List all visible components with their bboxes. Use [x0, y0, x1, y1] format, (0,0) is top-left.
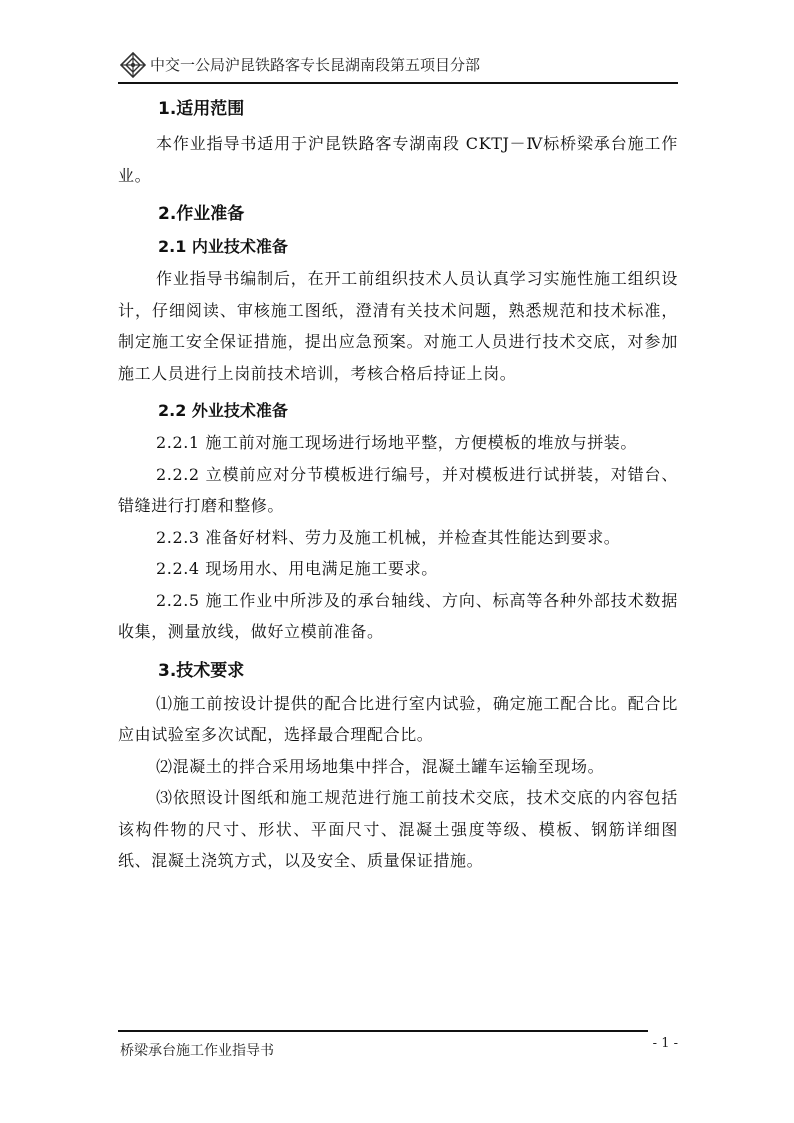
- company-logo-icon: [120, 52, 146, 78]
- footer-doc-title: 桥梁承台施工作业指导书: [120, 1043, 274, 1059]
- footer-rule: [118, 1030, 648, 1032]
- paragraph: 本作业指导书适用于沪昆铁路客专湖南段 CKTJ－Ⅳ标桥梁承台施工作业。: [118, 134, 678, 185]
- paragraph: 2.2.1 施工前对施工现场进行场地平整，方便模板的堆放与拼装。: [156, 433, 637, 452]
- paragraph: 2.2.4 现场用水、用电满足施工要求。: [156, 559, 438, 578]
- subsection-heading: 2.1 内业技术准备: [158, 237, 288, 256]
- document-body: [118, 92, 678, 877]
- section-heading: 3.技术要求: [158, 660, 245, 681]
- paragraph: ⑶依照设计图纸和施工规范进行施工前技术交底，技术交底的内容包括该构件物的尺寸、形状、平面尺寸、混凝土强度等级、模板、钢筋详细图纸、混凝土浇筑方式，以及安全、质量保证措施。: [118, 788, 678, 870]
- paragraph: ⑴施工前按设计提供的配合比进行室内试验，确定施工配合比。配合比应由试验室多次试配，选择最合理配合比。: [118, 693, 678, 744]
- header-rule: [118, 82, 678, 84]
- paragraph: 作业指导书编制后，在开工前组织技术人员认真学习实施性施工组织设计，仔细阅读、审核施工图纸，澄清有关技术问题，熟悉规范和技术标准，制定施工安全保证措施，提出应急预案。对施工人员进行技术交底，对参加施工人员进行上岗前技术培训，考核合格后持证上岗。: [118, 269, 678, 383]
- page-footer: [118, 1030, 678, 1070]
- paragraph: 2.2.3 准备好材料、劳力及施工机械，并检查其性能达到要求。: [156, 527, 621, 547]
- page-number: - 1 -: [652, 1036, 678, 1051]
- paragraph: ⑵混凝土的拌合采用场地集中拌合，混凝土罐车运输至现场。: [156, 756, 605, 776]
- section-heading: 2.作业准备: [158, 204, 245, 224]
- section-heading: 1.适用范围: [158, 99, 245, 119]
- header-org-name: 中交一公局沪昆铁路客专长昆湖南段第五项目分部: [150, 56, 481, 74]
- paragraph: 2.2.2 立模前应对分节模板进行编号，并对模板进行试拼装，对错台、错缝进行打磨和整修。: [118, 464, 678, 515]
- subsection-heading: 2.2 外业技术准备: [158, 401, 288, 420]
- page-header: [118, 48, 678, 88]
- paragraph: 2.2.5 施工作业中所涉及的承台轴线、方向、标高等各种外部技术数据收集，测量放线，做好立模前准备。: [118, 590, 678, 641]
